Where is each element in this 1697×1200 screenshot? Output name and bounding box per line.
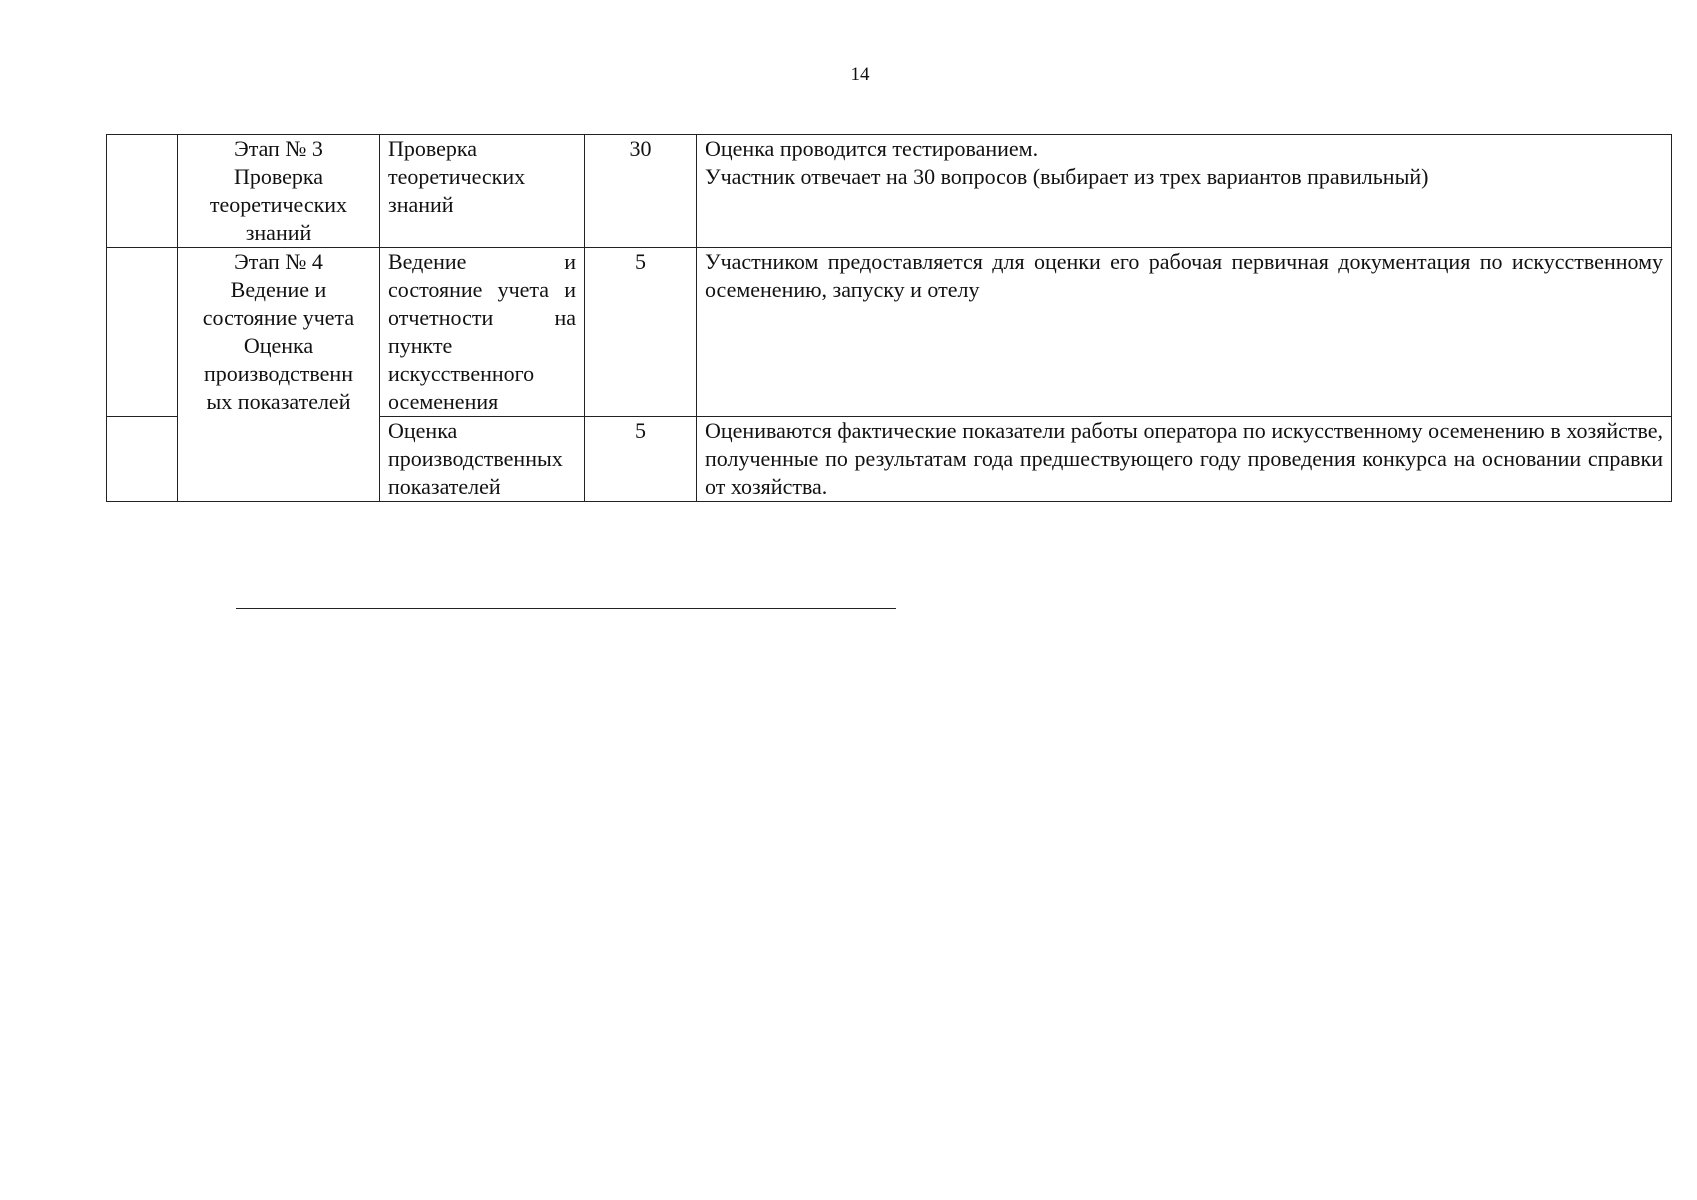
description-line: Оцениваются фактические показатели работы оператора по искусственному осеменению в хозяйстве, полученные по результатам года предшествующего году проведения конкурса на основании справки от хозяйства. xyxy=(705,418,1663,499)
stage-line: Этап № 3 xyxy=(234,136,323,161)
criterion-cell: Оценка производственных показателей xyxy=(380,417,585,502)
stage-line: ых показателей xyxy=(206,389,351,414)
empty-index-cell xyxy=(107,417,178,502)
points-cell: 30 xyxy=(585,135,697,248)
empty-index-cell xyxy=(107,135,178,248)
stage-line: состояние учета xyxy=(202,305,355,330)
points-cell: 5 xyxy=(585,417,697,502)
points-cell: 5 xyxy=(585,248,697,417)
description-cell xyxy=(697,135,1672,248)
stage-line: Оценка xyxy=(243,333,314,358)
criterion-cell: Ведение и состояние учета и отчетности на пункте искусственного осеменения xyxy=(380,248,585,417)
stage-cell xyxy=(178,248,380,502)
footnote-separator-line xyxy=(236,608,896,609)
stage-line: знаний xyxy=(245,220,312,245)
description-cell xyxy=(697,248,1672,417)
stage-line: теоретических xyxy=(209,192,348,217)
criterion-cell: Проверка теоретических знаний xyxy=(380,135,585,248)
table-row xyxy=(107,248,1672,417)
description-line: Участник отвечает на 30 вопросов (выбирает из трех вариантов правильный) xyxy=(705,164,1429,189)
description-line: Оценка проводится тестированием. xyxy=(705,136,1039,161)
page-number: 14 xyxy=(850,64,870,85)
stage-line: Ведение и xyxy=(230,277,327,302)
description-line: Участником предоставляется для оценки его рабочая первичная документация по искусственному осеменению, запуску и отелу xyxy=(705,249,1663,302)
table-row xyxy=(107,135,1672,248)
evaluation-table xyxy=(106,134,1672,502)
stage-cell xyxy=(178,135,380,248)
description-cell xyxy=(697,417,1672,502)
stage-line: Проверка xyxy=(233,164,324,189)
stage-line: производственн xyxy=(204,361,353,386)
empty-index-cell xyxy=(107,248,178,417)
stage-line: Этап № 4 xyxy=(234,249,323,274)
